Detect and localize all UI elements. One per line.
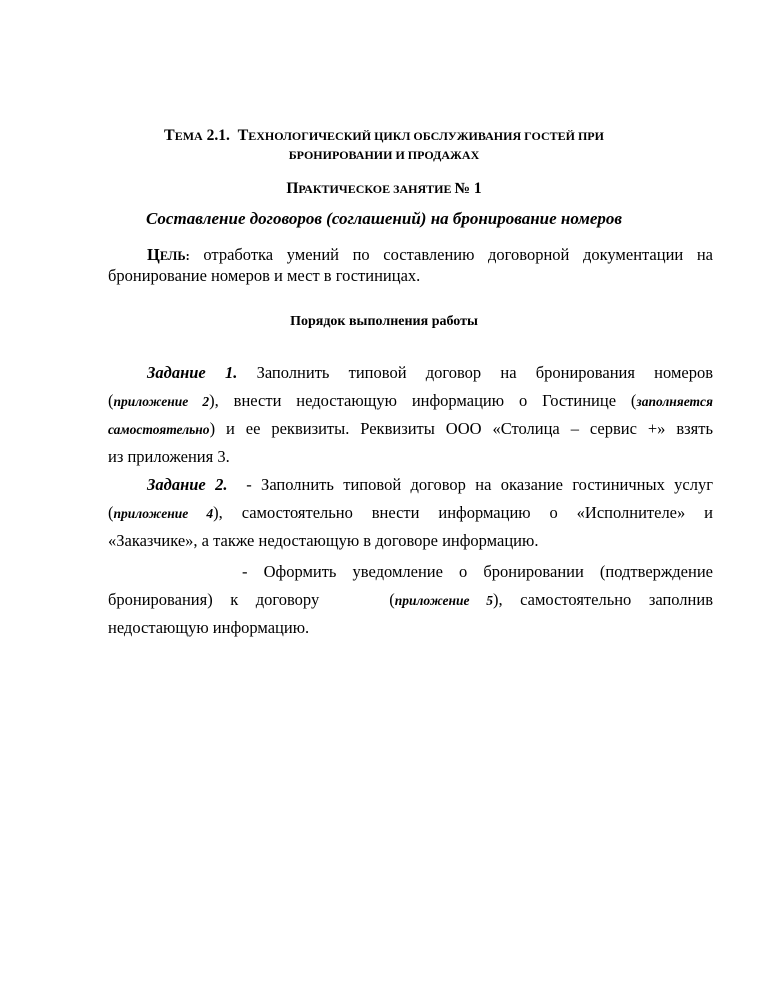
goal-label-rest: ЕЛЬ: xyxy=(159,249,190,263)
task2-line5-rest: ), самостоятельно заполнив xyxy=(493,590,713,609)
practice-heading xyxy=(0,180,768,198)
task1-label-text: Задание 1 xyxy=(147,363,234,382)
task2-line6: недостающую информацию. xyxy=(108,618,310,637)
task2-line4: - Оформить уведомление о бронировании (подтверждение xyxy=(242,562,713,581)
task1-line4: из приложения 3. xyxy=(108,447,230,466)
task1-line2-text: ), внести недостающую информацию о Гостинице ( xyxy=(209,391,637,410)
goal-line1 xyxy=(147,245,713,265)
task1-line2 xyxy=(108,391,713,411)
task2-label-text: Задание 2 xyxy=(147,475,224,494)
task2-paren-open: ( xyxy=(108,503,114,522)
topic-heading-line2: БРОНИРОВАНИИ И ПРОДАЖАХ xyxy=(288,148,480,162)
topic-prefix-rest: ЕМА xyxy=(174,129,203,143)
task1-paren-open: ( xyxy=(108,391,114,410)
task2-appendix-ref: приложение 4 xyxy=(113,506,214,521)
task1-appendix-ref: приложение 2 xyxy=(113,394,210,409)
task1-note-start: заполняется xyxy=(636,394,713,409)
goal-line2: бронирование номеров и мест в гостиницах. xyxy=(108,266,421,285)
task1-line1 xyxy=(147,363,713,383)
goal-label-cap: Ц xyxy=(147,245,160,264)
task1-line3 xyxy=(108,419,713,439)
task2-paren-open-5: ( xyxy=(389,590,395,609)
topic-heading xyxy=(0,127,768,145)
task2-appendix5-ref: приложение 5 xyxy=(394,593,494,608)
task2-label xyxy=(147,475,227,494)
topic-title-cap: Т xyxy=(237,127,249,144)
topic-prefix-cap: Т xyxy=(164,127,175,144)
task2-line5 xyxy=(108,590,713,610)
task1-note-end: самостоятельно xyxy=(108,422,210,437)
task1-label-dot: . xyxy=(233,363,238,382)
topic-title-rest: ЕХНОЛОГИЧЕСКИЙ ЦИКЛ ОБСЛУЖИВАНИЯ ГОСТЕЙ ПРИ xyxy=(248,129,604,143)
task2-line2 xyxy=(108,503,713,523)
task1-line1-text: Заполнить типовой договор на бронирования номеров xyxy=(256,363,713,382)
practice-cap: П xyxy=(286,180,299,197)
task2-line1 xyxy=(147,475,713,495)
practice-rest: РАКТИЧЕСКОЕ ЗАНЯТИЕ xyxy=(298,182,452,196)
goal-text-line1: отработка умений по составлению договорной документации на xyxy=(203,245,714,264)
task2-label-dot: . xyxy=(223,475,228,494)
practice-number: № 1 xyxy=(454,180,482,197)
task1-line3-text: ) и ее реквизиты. Реквизиты ООО «Столица – сервис +» взять xyxy=(209,419,713,438)
lesson-subtitle: Составление договоров (соглашений) на бронирование номеров xyxy=(145,209,623,228)
task2-line5-text: бронирования) к договору xyxy=(108,590,320,609)
task1-label xyxy=(147,363,237,382)
task2-line2-text: ), самостоятельно внести информацию о «Исполнителе» и xyxy=(213,503,713,522)
topic-number: 2.1. xyxy=(206,127,230,144)
task2-line3: «Заказчике», а также недостающую в договоре информацию. xyxy=(108,531,539,550)
procedure-heading: Порядок выполнения работы xyxy=(290,314,478,329)
task2-line1-text: - Заполнить типовой договор на оказание гостиничных услуг xyxy=(246,475,714,494)
